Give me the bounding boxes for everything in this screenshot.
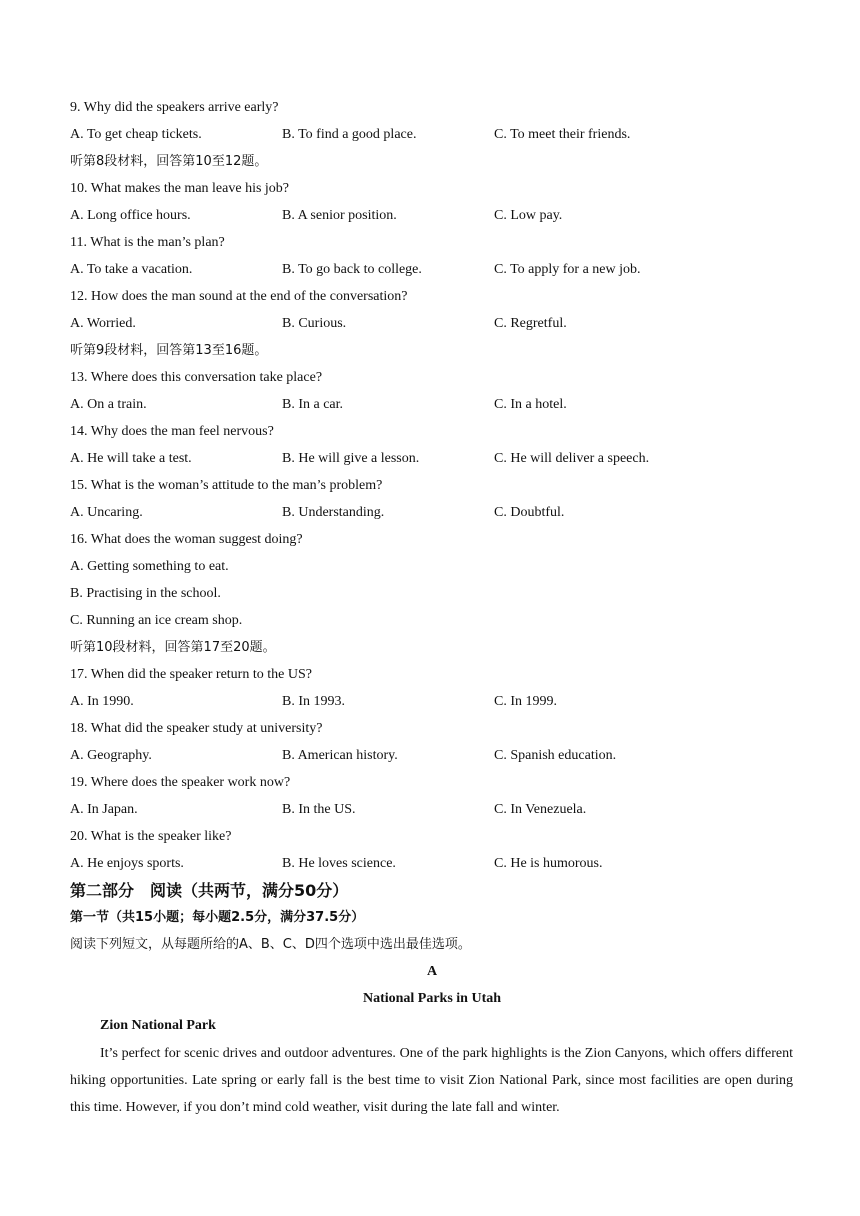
option-b: B. To go back to college. (282, 262, 422, 277)
option-b: B. In 1993. (282, 694, 345, 709)
question-16-option-b: B. Practising in the school. (70, 586, 221, 601)
option-c: C. Doubtful. (494, 505, 565, 520)
option-b: B. To find a good place. (282, 127, 417, 142)
question-16-option-c: C. Running an ice cream shop. (70, 613, 243, 628)
option-b: B. A senior position. (282, 208, 397, 223)
option-b: B. He will give a lesson. (282, 451, 420, 466)
option-a: A. On a train. (70, 397, 147, 412)
option-c: C. He will deliver a speech. (494, 451, 650, 466)
question-11-stem: 11. What is the man’s plan? (70, 235, 225, 250)
part2-title: 第二部分 阅读（共两节，满分50分） (70, 881, 349, 900)
part2-section1-title: 第一节（共15小题；每小题2.5分，满分37.5分） (70, 910, 365, 925)
option-a: A. In Japan. (70, 802, 138, 817)
option-a: A. To take a vacation. (70, 262, 193, 277)
option-b: B. In the US. (282, 802, 356, 817)
option-a: A. He enjoys sports. (70, 856, 184, 871)
passage-heading: Zion National Park (100, 1018, 216, 1033)
option-a: A. Long office hours. (70, 208, 191, 223)
option-a: A. He will take a test. (70, 451, 192, 466)
question-18-stem: 18. What did the speaker study at university? (70, 721, 323, 736)
question-16-stem: 16. What does the woman suggest doing? (70, 532, 303, 547)
part2-directions: 阅读下列短文，从每题所给的A、B、C、D四个选项中选出最佳选项。 (70, 937, 471, 952)
listening-instruction-seg9: 听第9段材料，回答第13至16题。 (70, 343, 268, 358)
option-a: A. To get cheap tickets. (70, 127, 202, 142)
question-16-option-a: A. Getting something to eat. (70, 559, 229, 574)
question-15-stem: 15. What is the woman’s attitude to the man’s problem? (70, 478, 383, 493)
option-c: C. Spanish education. (494, 748, 617, 763)
option-c: C. In 1999. (494, 694, 557, 709)
option-c: C. Low pay. (494, 208, 563, 223)
passage-letter: A (426, 964, 438, 979)
option-c: C. Regretful. (494, 316, 567, 331)
option-b: B. He loves science. (282, 856, 396, 871)
passage-paragraph: It’s perfect for scenic drives and outdoor adventures. One of the park highlights is the Zion Canyons, which offers different hiking opportunities. Late spring or early fall is the best time to visit Zion National Park, since most facilities are open during this time. However, if you don’t mind cold weather, visit during the late fall and winter. (70, 1046, 793, 1115)
option-a: A. Worried. (70, 316, 136, 331)
question-17-stem: 17. When did the speaker return to the US? (70, 667, 312, 682)
option-a: A. Uncaring. (70, 505, 143, 520)
option-c: C. In Venezuela. (494, 802, 587, 817)
option-c: C. To meet their friends. (494, 127, 631, 142)
option-b: B. In a car. (282, 397, 344, 412)
question-12-stem: 12. How does the man sound at the end of the conversation? (70, 289, 408, 304)
option-b: B. Understanding. (282, 505, 385, 520)
option-c: C. He is humorous. (494, 856, 603, 871)
question-13-stem: 13. Where does this conversation take place? (70, 370, 323, 385)
listening-instruction-seg8: 听第8段材料，回答第10至12题。 (70, 154, 268, 169)
question-14-stem: 14. Why does the man feel nervous? (70, 424, 274, 439)
question-20-stem: 20. What is the speaker like? (70, 829, 232, 844)
option-b: B. American history. (282, 748, 398, 763)
question-9-stem: 9. Why did the speakers arrive early? (70, 100, 279, 115)
question-19-stem: 19. Where does the speaker work now? (70, 775, 291, 790)
option-c: C. In a hotel. (494, 397, 567, 412)
question-10-stem: 10. What makes the man leave his job? (70, 181, 290, 196)
listening-instruction-seg10: 听第10段材料，回答第17至20题。 (70, 640, 276, 655)
option-a: A. In 1990. (70, 694, 134, 709)
option-c: C. To apply for a new job. (494, 262, 641, 277)
passage-title: National Parks in Utah (362, 991, 502, 1006)
option-b: B. Curious. (282, 316, 347, 331)
option-a: A. Geography. (70, 748, 152, 763)
